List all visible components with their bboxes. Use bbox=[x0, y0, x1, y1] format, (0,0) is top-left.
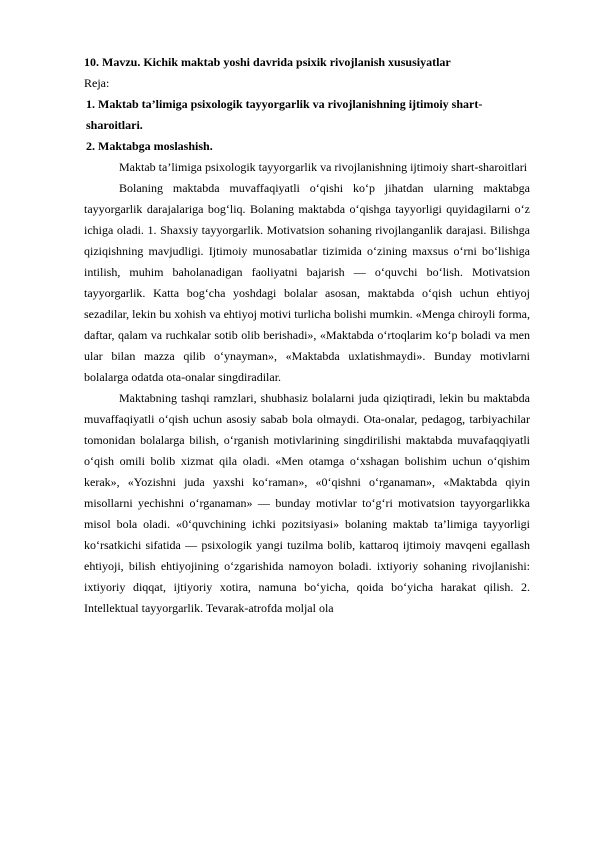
body-paragraph: Maktabning tashqi ramzlari, shubhasiz bolalarni juda qiziqtiradi, lekin bu maktabda muvaffaqiyatli o‘qish uchun asosiy sabab bola olmaydi. Ota-onalar, pedagog, tarbiyachilar tomonidan bolalarga bilish, o‘rganish motivlarining singdirilishi maktabda muvafaqqiyatli o‘qish omili bolib xizmat qila oladi. «Men otamga o‘xshagan bolishim uchun o‘qishim kerak», «Yozishni juda yaxshi ko‘raman», «0‘qishni o‘rganaman», «Maktabda qiyin misollarni yechishni o‘rganaman» — bunday motivlar to‘g‘ri motivatsion tayyorgarlikka misol bola oladi. «0‘quvchining ichki pozitsiyasi» bolaning maktab ta’limiga tayyorligi ko‘rsatkichi sifatida — psixologik yangi tuzilma bolib, kattaroq ijtimoiy mavqeni egallash ehtiyoji, bilish ehtiyojining o‘zgarishida namoyon boladi. ixtiyoriy sohaning rivojlanishi: ixtiyoriy diqqat, ijtiyoriy xotira, namuna bo‘yicha, qoida bo‘yicha harakat qilish. 2. Intellektual tayyorgarlik. Tevarak-atrofda moljal ola bbox=[84, 391, 530, 615]
plan-item-1: 1. Maktab ta’limiga psixologik tayyorgarlik va rivojlanishning ijtimoiy shart-sharoitlari. bbox=[86, 97, 483, 132]
body-paragraph: Bolaning maktabda muvaffaqiyatli o‘qishi ko‘p jihatdan ularning maktabga tayyorgarlik darajalariga bog‘liq. Bolaning maktabda o‘qishga tayyorligi quyidagilarni o‘z ichiga oladi. 1. Shaxsiy tayyorgarlik. Motivatsion sohaning rivojlanganlik darajasi. Bilishga qiziqishning mavjudligi. Ijtimoiy munosabatlar tizimida o‘zining maxsus o‘rni bo‘lishiga intilish, muhim baholanadigan faoliyatni bajarish — o‘quvchi bo‘lish. Motivatsion tayyorgarlik. Katta bog‘cha yoshdagi bolalar asosan, maktabda o‘qish uchun ehtiyoj sezadilar, lekin bu xohish va ehtiyoj motivi turlicha bolishi mumkin. «Menga chiroyli forma, daftar, qalam va ruchkalar sotib olib berishadi», «Maktabda o‘rtoqlarim ko‘p boladi va men ular bilan mazza qilib o‘ynayman», «Maktabda uxlatishmaydi». Bunday motivlarni bolalarga odatda ota-onalar singdiradilar. bbox=[84, 181, 530, 384]
document-title: 10. Mavzu. Kichik maktab yoshi davrida psixik rivojlanish xususiyatlar bbox=[84, 55, 451, 69]
section-heading-paragraph: Maktab ta’limiga psixologik tayyorgarlik va rivojlanishning ijtimoiy shart-sharoitlari bbox=[119, 160, 528, 174]
plan-item-2: 2. Maktabga moslashish. bbox=[86, 139, 213, 153]
document-page bbox=[84, 52, 530, 619]
plan-label: Reja: bbox=[84, 76, 110, 90]
